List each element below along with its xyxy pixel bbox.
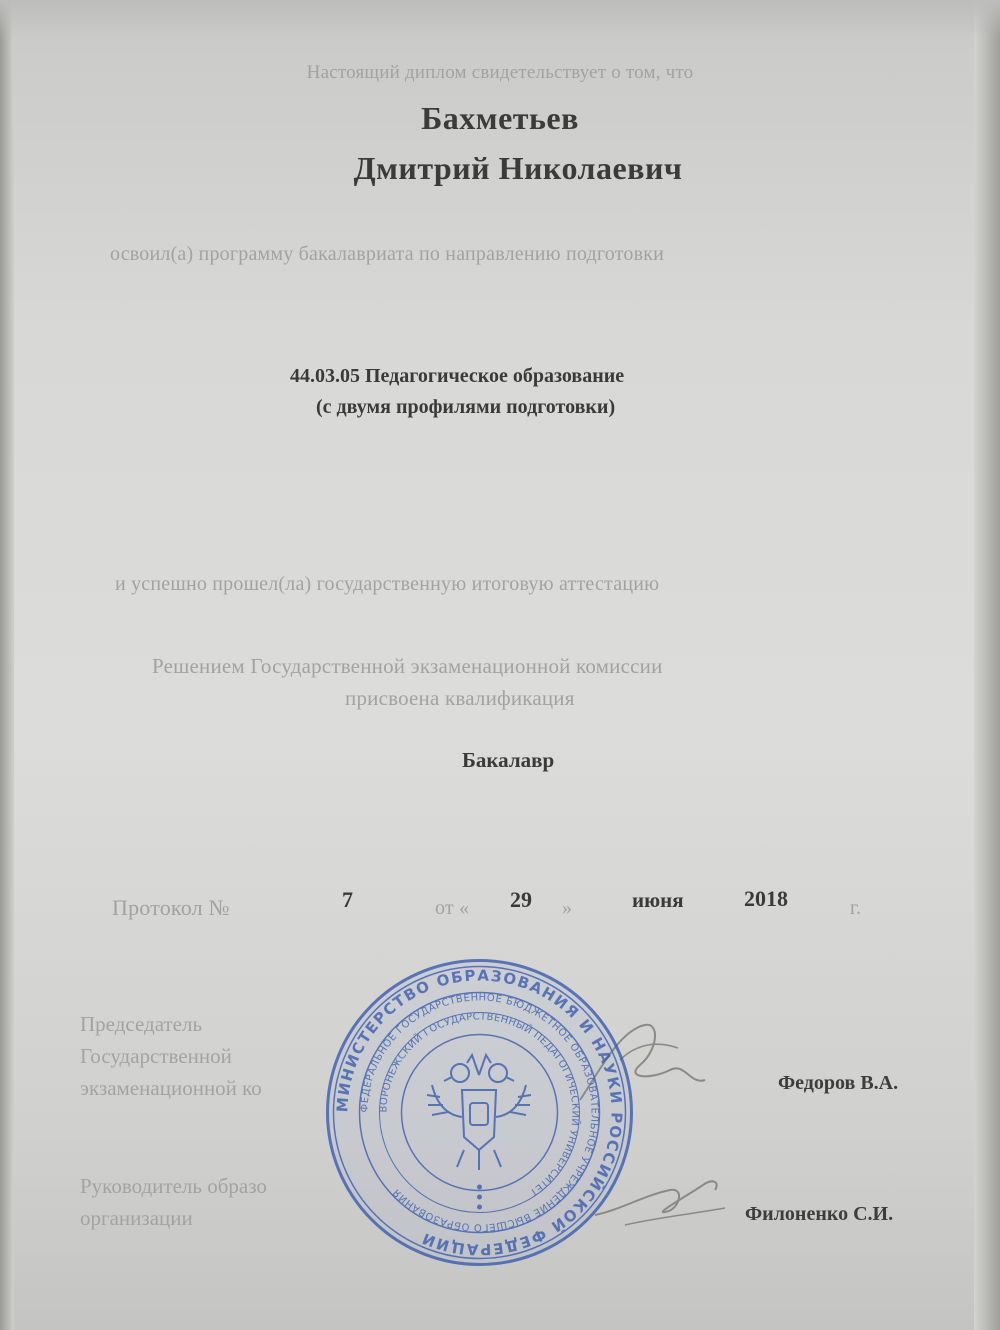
protocol-from: от «: [435, 897, 470, 919]
chair-name: Федоров В.А.: [778, 1072, 899, 1094]
chair-label-line1: Председатель: [80, 1012, 203, 1036]
chair-label-line2: Государственной: [80, 1044, 232, 1068]
program-subtitle: (с двумя профилями подготовки): [316, 396, 616, 418]
graduate-surname: Бахметьев: [421, 100, 579, 136]
page-edge-left: [0, 0, 14, 1330]
protocol-year: 2018: [744, 886, 788, 911]
attestation-text: и успешно прошел(ла) государственную итоговую аттестацию: [115, 573, 660, 595]
seal-university-text: ВОРОНЕЖСКИЙ ГОСУДАРСТВЕННЫЙ ПЕДАГОГИЧЕСКИЙ УНИВЕРСИТЕТ: [378, 1011, 581, 1198]
protocol-year-suffix: г.: [850, 897, 862, 919]
protocol-month: июня: [632, 888, 684, 912]
seal-outer-text: МИНИСТЕРСТВО ОБРАЗОВАНИЯ И НАУКИ РОССИЙСКОЙ ФЕДЕРАЦИИ: [333, 966, 626, 1259]
qualification-assigned-text: присвоена квалификация: [345, 686, 575, 710]
chair-label-line3: экзаменационной ко: [80, 1076, 262, 1100]
graduate-given-names: Дмитрий Николаевич: [353, 150, 683, 186]
intro-text: Настоящий диплом свидетельствует о том, что: [306, 62, 694, 83]
mastered-program-text: освоил(а) программу бакалавриата по направлению подготовки: [110, 243, 665, 265]
head-label-line1: Руководитель образо: [80, 1174, 267, 1198]
seal-inner-text: ФЕДЕРАЛЬНОЕ ГОСУДАРСТВЕННОЕ БЮДЖЕТНОЕ ОБРАЗОВАТЕЛЬНОЕ УЧРЕЖДЕНИЕ ВЫСШЕГО ОБРАЗОВАНИЯ: [359, 992, 600, 1233]
commission-decision-text: Решением Государственной экзаменационной комиссии: [152, 654, 663, 678]
program-title: 44.03.05 Педагогическое образование: [290, 365, 625, 387]
protocol-label: Протокол №: [112, 895, 230, 920]
official-seal: [322, 955, 637, 1270]
head-name: Филоненко С.И.: [745, 1203, 894, 1225]
protocol-close-quote: »: [562, 897, 573, 919]
qualification-value: Бакалавр: [462, 748, 555, 772]
protocol-day: 29: [510, 887, 532, 912]
page-edge-right: [974, 0, 1000, 1330]
head-label-line2: организации: [80, 1206, 193, 1230]
protocol-number: 7: [342, 887, 353, 912]
page-edge-top: [0, 0, 1000, 40]
